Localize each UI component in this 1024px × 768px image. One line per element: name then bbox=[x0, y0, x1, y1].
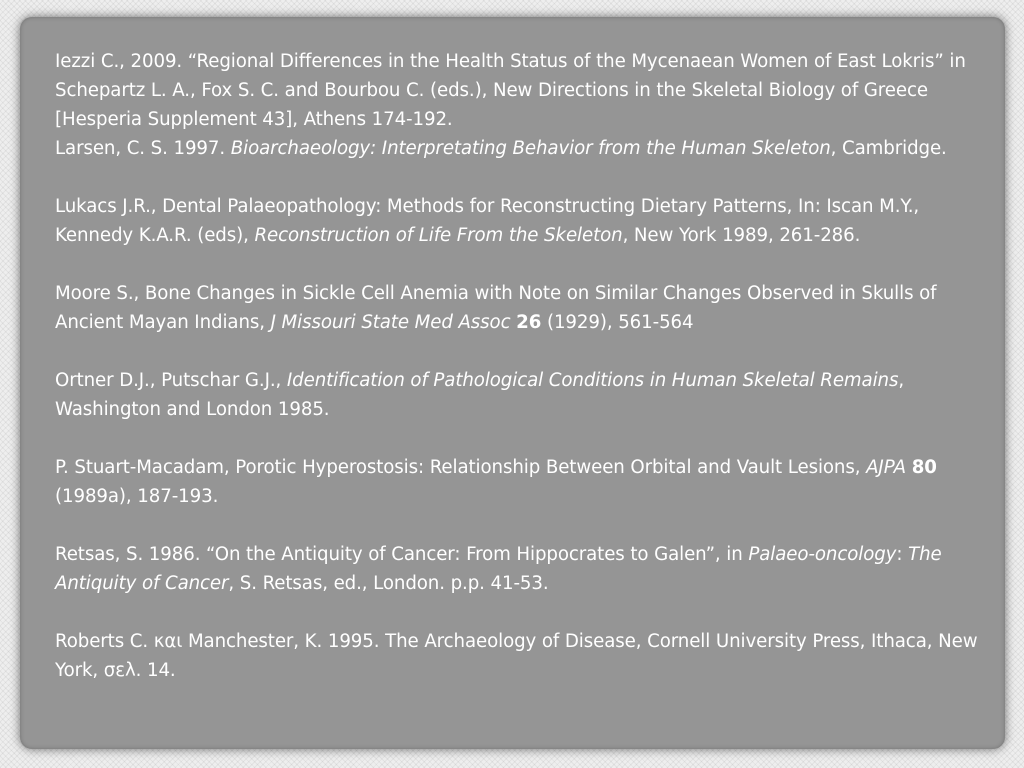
reference-journal: J Missouri State Med Assoc bbox=[270, 312, 511, 333]
reference-subtitle: The Antiquity of Cancer bbox=[55, 544, 942, 594]
reference-text: Moore S., Bone Changes in Sickle Cell Anemia with Note on Similar Changes Observed in Skulls of Ancient Mayan Indians, bbox=[55, 283, 937, 333]
reference-text: : bbox=[896, 544, 909, 565]
reference-volume: 80 bbox=[911, 457, 937, 478]
reference-title: Reconstruction of Life From the Skeleton bbox=[254, 225, 623, 246]
reference-text: Larsen, C. S. 1997. bbox=[55, 138, 231, 159]
reference-text: Lukacs J.R., Dental Palaeopathology: Methods for Reconstructing Dietary Patterns, In: Iscan M.Y., Kennedy K.A.R. (eds), bbox=[55, 196, 920, 246]
reference-text: Retsas, S. 1986. “On the Antiquity of Cancer: From Hippocrates to Galen”, in bbox=[55, 544, 749, 565]
reference-title: Identification of Pathological Conditions in Human Skeletal Remains bbox=[286, 370, 899, 391]
reference-text: Roberts C. και Manchester, K. 1995. The Archaeology of Disease, Cornell University Press, Ithaca, New York, σελ. 14. bbox=[55, 631, 978, 681]
spacer bbox=[55, 163, 995, 192]
reference-ortner bbox=[55, 366, 995, 424]
reference-text: (1989a), 187-193. bbox=[55, 486, 219, 507]
reference-roberts bbox=[55, 627, 995, 685]
reference-text: , Cambridge. bbox=[830, 138, 947, 159]
reference-journal: AJPA bbox=[866, 457, 907, 478]
spacer bbox=[55, 424, 995, 453]
reference-title: Bioarchaeology: Interpretating Behavior from the Human Skeleton bbox=[230, 138, 831, 159]
spacer bbox=[55, 511, 995, 540]
reference-retsas bbox=[55, 540, 995, 598]
reference-lukacs bbox=[55, 192, 995, 250]
reference-text: , New York 1989, 261-286. bbox=[622, 225, 861, 246]
spacer bbox=[55, 250, 995, 279]
reference-iezzi bbox=[55, 47, 995, 134]
reference-larsen bbox=[55, 134, 995, 163]
spacer bbox=[55, 337, 995, 366]
reference-moore bbox=[55, 279, 995, 337]
references-list bbox=[55, 47, 995, 685]
reference-text: (1929), 561-564 bbox=[541, 312, 694, 333]
reference-title: Palaeo-oncology bbox=[748, 544, 897, 565]
reference-text: , S. Retsas, ed., London. p.p. 41-53. bbox=[228, 573, 549, 594]
reference-text: P. Stuart-Macadam, Porotic Hyperostosis: Relationship Between Orbital and Vault Lesions, bbox=[55, 457, 867, 478]
reference-text: Iezzi C., 2009. “Regional Differences in the Health Status of the Mycenaean Women of East Lokris” in Schepartz L. A., Fox S. C. and Bourbou C. (eds.), New Directions in the Skeletal Biology of Greece [Hesperia Supplement 43], Athens 174-192. bbox=[55, 51, 966, 130]
reference-volume: 26 bbox=[516, 312, 542, 333]
reference-text: Ortner D.J., Putschar G.J., bbox=[55, 370, 287, 391]
reference-text: , Washington and London 1985. bbox=[55, 370, 905, 420]
reference-stuart-macadam bbox=[55, 453, 995, 511]
spacer bbox=[55, 598, 995, 627]
